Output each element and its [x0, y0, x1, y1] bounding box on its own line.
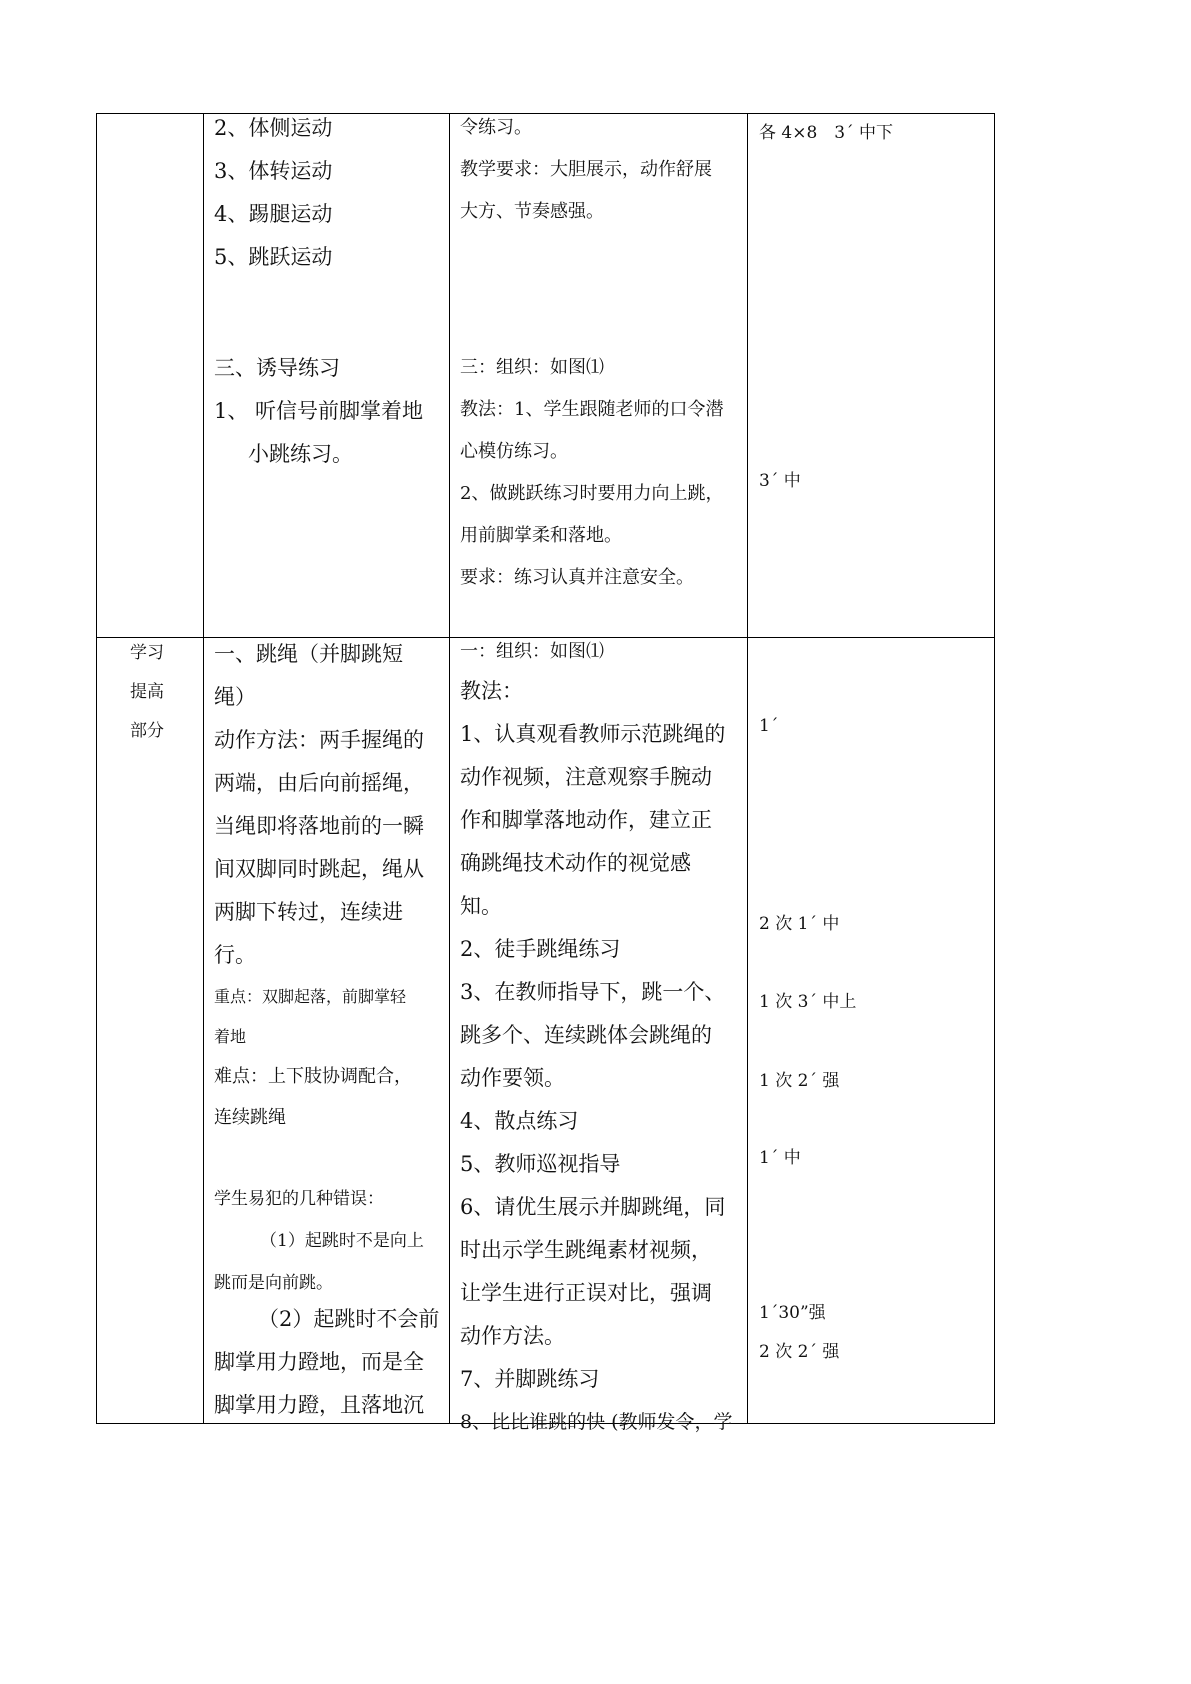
content-line: 动作方法：两手握绳的: [214, 728, 424, 752]
error-line: 脚掌用力蹬地，而是全: [214, 1350, 424, 1374]
content-line: 行。: [214, 943, 256, 967]
error-line: （1）起跳时不是向上: [260, 1231, 424, 1251]
difficult-point-line: 连续跳绳: [214, 1107, 286, 1128]
difficult-point-line: 难点：上下肢协调配合，: [214, 1066, 412, 1087]
method-line: 动作方法。: [460, 1324, 565, 1348]
method-label: 教法：: [460, 679, 523, 703]
exercise-item: 5、跳跃运动: [214, 245, 333, 269]
method-line: 知。: [460, 894, 502, 918]
method-line: 用前脚掌柔和落地。: [460, 525, 622, 546]
error-line: 跳而是向前跳。: [214, 1273, 333, 1293]
row1-method-org-cell: [460, 347, 742, 599]
section-heading: 三、诱导练习: [214, 356, 340, 380]
method-line: 让学生进行正误对比，强调: [460, 1281, 712, 1305]
part-label: 学习: [130, 643, 164, 663]
content-line: 当绳即将落地前的一瞬: [214, 814, 424, 838]
content-line: 绳）: [214, 685, 256, 709]
method-line: 4、散点练习: [460, 1109, 579, 1133]
method-line: 心模仿练习。: [460, 441, 568, 462]
method-line: 1、认真观看教师示范跳绳的: [460, 722, 726, 746]
method-line: 作和脚掌落地动作，建立正: [460, 808, 712, 832]
method-line: 动作视频，注意观察手腕动: [460, 765, 712, 789]
table-column-divider: [449, 113, 450, 1424]
load-value: 各 4×8 3´ 中下: [759, 123, 893, 143]
row1-section3-cell: [214, 347, 442, 476]
method-line: 大方、节奏感强。: [460, 201, 604, 222]
load-value: 1´ 中: [759, 1148, 801, 1168]
method-line: 跳多个、连续跳体会跳绳的: [460, 1023, 712, 1047]
difficult-point-cell: [214, 1056, 444, 1138]
exercise-item: 3、体转运动: [214, 159, 333, 183]
part-label-cell: [130, 634, 190, 751]
key-point-cell: [214, 977, 444, 1057]
content-line: 一、跳绳（并脚跳短: [214, 642, 403, 666]
errors-title: 学生易犯的几种错误：: [214, 1189, 384, 1209]
method-line: 教学要求：大胆展示，动作舒展: [460, 159, 712, 180]
key-point-line: 着地: [214, 1027, 247, 1046]
error-line: （2）起跳时不会前: [258, 1307, 440, 1331]
method-line: 教法：1、学生跟随老师的口令潜: [460, 399, 724, 420]
method-line: 令练习。: [460, 117, 532, 138]
table-border-right: [994, 113, 995, 1424]
exercise-item: 4、踢腿运动: [214, 202, 333, 226]
exercise-item: 小跳练习。: [248, 442, 353, 466]
load-value: 1´: [759, 716, 779, 736]
table-column-divider: [747, 113, 748, 1424]
exercise-item: 2、体侧运动: [214, 116, 333, 140]
errors-cell: [214, 1178, 444, 1304]
load-value: 1 次 2´ 强: [759, 1071, 840, 1091]
method-line: 三：组织：如图⑴: [460, 357, 604, 378]
exercise-item: 1、 听信号前脚掌着地: [214, 399, 424, 423]
content-line: 两脚下转过，连续进: [214, 900, 403, 924]
method-line: 时出示学生跳绳素材视频，: [460, 1238, 712, 1262]
load-value: 2 次 2´ 强: [759, 1342, 840, 1362]
key-point-line: 重点：双脚起落，前脚掌轻: [214, 987, 407, 1006]
load-value: 1 次 3´ 中上: [759, 992, 857, 1012]
load-value: 2 次 1´ 中: [759, 914, 840, 934]
content-line: 间双脚同时跳起，绳从: [214, 857, 424, 881]
part-label: 提高: [130, 682, 164, 702]
row2-content-cell: [214, 633, 439, 977]
method-line: 6、请优生展示并脚跳绳，同: [460, 1195, 726, 1219]
row2-method-cell: [460, 670, 742, 1444]
load-value: 1´30”强: [759, 1303, 826, 1323]
error-line: 脚掌用力蹬，且落地沉: [214, 1393, 424, 1417]
row1-content-cell: [214, 107, 442, 279]
method-line: 2、做跳跃练习时要用力向上跳，: [460, 483, 724, 504]
method-line: 2、徒手跳绳练习: [460, 937, 621, 961]
table-column-divider: [203, 113, 204, 1424]
method-line: 5、教师巡视指导: [460, 1152, 621, 1176]
method-line: 7、并脚跳练习: [460, 1367, 600, 1391]
method-line: 动作要领。: [460, 1066, 565, 1090]
method-line: 一：组织：如图⑴: [460, 641, 604, 662]
method-line: 8、比比谁跳的快 (教师发令，学: [460, 1411, 733, 1433]
part-label: 部分: [130, 721, 164, 741]
method-line: 确跳绳技术动作的视觉感: [460, 851, 691, 875]
method-line: 要求：练习认真并注意安全。: [460, 567, 694, 588]
load-value: 3´ 中: [759, 471, 801, 491]
method-line: 3、在教师指导下，跳一个、: [460, 980, 726, 1004]
row2-method-org: [460, 632, 742, 672]
table-border-left: [96, 113, 97, 1424]
row1-method-top-cell: [460, 107, 742, 233]
errors-cell-continued: [214, 1298, 439, 1427]
content-line: 两端，由后向前摇绳，: [214, 771, 424, 795]
